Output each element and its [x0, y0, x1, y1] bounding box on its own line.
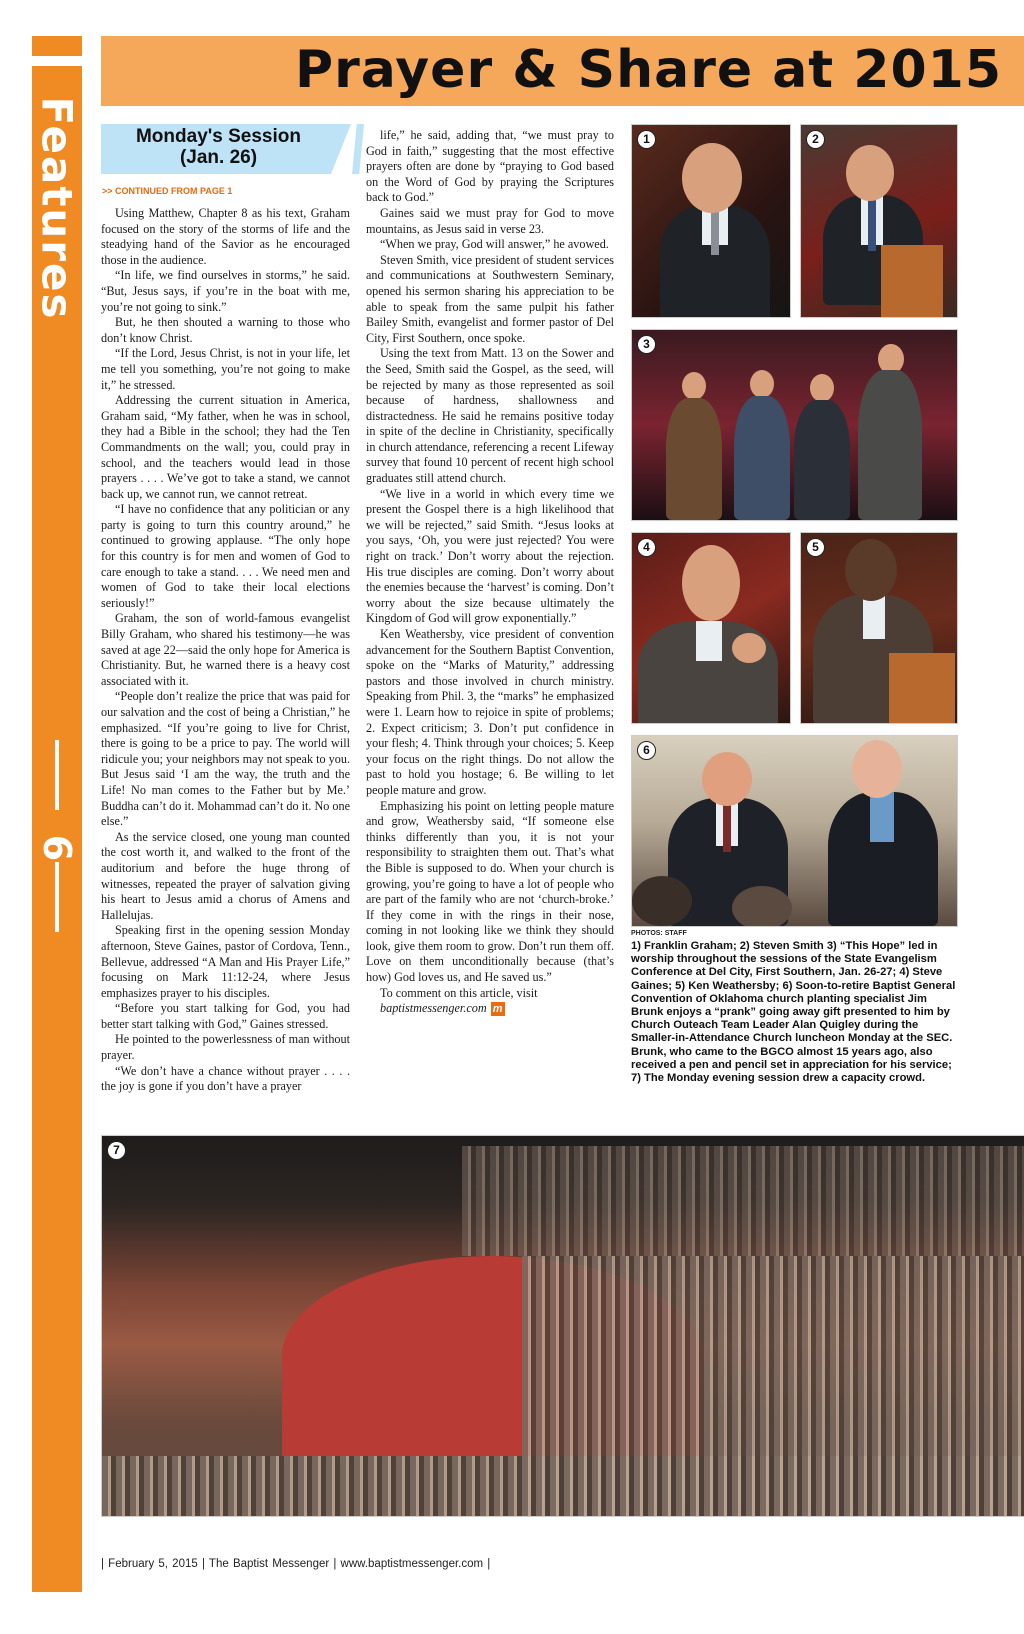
article-paragraph: Graham, the son of world-famous evangelist Billy Graham, who shared his testimony—he was saved at age 22—said the only hope for America is Christianity. But, he warned there is a heavy cost associated with it.	[101, 611, 350, 688]
session-title-line2: (Jan. 26)	[179, 147, 258, 168]
article-paragraph: Emphasizing his point on letting people mature and grow, Weathersby said, “If someone else thinks differently than you, it is not your responsibility to straighten them out. That’s what the Bible is supposed to do. When your church is growing, you’re going to have a lot of people who are part of the family who are not ‘church-broke.’ If they come in with the rings in their nose, coming in not looking like we think they should look, give them room to grow. Don’t run them off. Love on them unconditionally because (that’s how) God loves us, and He saved us.”	[366, 798, 614, 985]
sidebar-rule-top	[55, 740, 59, 810]
section-label-text: Features	[32, 96, 82, 321]
article-paragraph: “People don’t realize the price that was paid for our salvation and the cost of being a Christian,” he emphasized. “If you’re going to live for Christ, there is going to be a price to pay. The world will ridicule you; your neighbors may not speak to you. But Jesus said ‘I am the way, the truth and the Life! No man comes to the Father but by Me.’ Buddha can’t do it. Mohammad can’t do it. No one else.”	[101, 689, 351, 829]
session-title	[101, 126, 336, 168]
article-paragraph: “In life, we find ourselves in storms,” he said. “But, Jesus says, if you’re in the boat with me, you’re not going to sink.”	[101, 268, 350, 314]
article-paragraph: But, he then shouted a warning to those who don’t know Christ.	[101, 315, 350, 345]
article-paragraph: He pointed to the powerlessness of man without prayer.	[101, 1032, 350, 1063]
photo-number-5: 5	[806, 538, 825, 557]
photo-ken-weathersby	[800, 532, 958, 724]
article-paragraph: Ken Weathersby, vice president of convention advancement for the Southern Baptist Convention, spoke on the “Marks of Maturity,” addressing pastors and those involved in church ministry. Speaking from Phil. 3, the “marks” he emphasized were 1. Learn how to rejoice in spite of problems; 2. Expect criticism; 3. Don’t put confidence in your flesh; 4. Think through your choices; 5. Keep your focus on the right things. Do not allow the past to hold you hostage; 6. Be willing to let people mature and grow.	[366, 627, 614, 797]
photo-jim-brunk	[631, 735, 958, 927]
photo-this-hope	[631, 329, 958, 521]
photo-steve-gaines	[631, 532, 791, 724]
article-paragraph: Gaines said we must pray for God to move mountains, as Jesus said in verse 23.	[366, 205, 614, 236]
photo-steven-smith	[800, 124, 958, 318]
session-header-stripe	[352, 124, 364, 174]
photo-number-6: 6	[637, 741, 656, 760]
title-banner	[101, 36, 1024, 106]
article-paragraph: “When we pray, God will answer,” he avowed.	[380, 237, 609, 252]
photo-number-7: 7	[107, 1141, 126, 1160]
article-paragraph: “We live in a world in which every time we present the Gospel there is a high likelihood that we will be rejected,” said Smith. “Jesus looks at you says, ‘Oh, you were just rejected? You were right on track.’ Don’t worry about the rejection. His true disciples are coming. Don’t worry about the enemies because the ‘harvest’ is coming. Don’t worry about the size because ultimately the Kingdom of God will grow exponentially.”	[366, 486, 614, 626]
comment-url-link[interactable]: baptistmessenger.com	[380, 1001, 487, 1016]
comment-prompt: To comment on this article, visit	[380, 985, 538, 1000]
article-column-1	[101, 206, 350, 1095]
continued-label: >> CONTINUED FROM PAGE 1	[102, 186, 233, 196]
photo-number-4: 4	[637, 538, 656, 557]
photo-auditorium-crowd	[101, 1135, 1024, 1517]
article-paragraph: Using the text from Matt. 13 on the Sower and the Seed, Smith said the Gospel, as the seed, will be rejected by many as those represented as soil because of hardness, shallowness and distractedness. He said he remains positive today in spite of the decline in Christianity, specifically in church attendance, referencing a recent Lifeway survey that found 10 percent of recent high school graduates still attend church.	[366, 346, 614, 486]
sidebar-rule-bottom	[55, 862, 59, 932]
sidebar-gap	[32, 56, 82, 66]
article-paragraph: Steven Smith, vice president of student services and communications at Southwestern Seminary, opened his sermon sharing his appreciation to be able to speak from the same pulpit his father Bailey Smith, evangelist and former pastor of Del City, First Southern, once spoke.	[366, 252, 614, 345]
photo-franklin-graham	[631, 124, 791, 318]
article-paragraph: “We don’t have a chance without prayer . . . . the joy is gone if you don’t have a prayer	[101, 1063, 350, 1094]
article-paragraph: “I have no confidence that any politician or any party is going to turn this country around,” he continued to growing applause. “The only hope for this country is for men and women of God to care enough to take a stand. . . . We need men and women of God to take their local elections seriously!”	[101, 502, 350, 610]
page-title: Prayer & Share at 2015	[295, 40, 1002, 100]
photo-caption: 1) Franklin Graham; 2) Steven Smith 3) “This Hope” led in worship throughout the sessions of the State Evangelism Conference at Del City, First Southern, Jan. 26-27; 4) Steve Gaines; 5) Ken Weathersby; 6) Soon-to-retire Baptist General Convention of Oklahoma church planting specialist Jim Brunk enjoys a “prank” going away gift presented to him by Church Outeach Team Leader Alan Quigley during the Smaller-in-Attendance Church luncheon Monday at the SEC. Brunk, who came to the BGCO almost 15 years ago, also received a pen and pencil set in appreciation for his service; 7) The Monday evening session drew a capacity crowd.	[631, 940, 956, 1085]
session-title-line1: Monday's Session	[135, 126, 301, 147]
article-paragraph: Speaking first in the opening session Monday afternoon, Steve Gaines, pastor of Cordova, Tenn., Bellevue, addressed “A Man and His Prayer Life,” focusing on Mark 11:12-24, where Jesus emphasizes prayer to his disciples.	[101, 923, 350, 1000]
photo-number-2: 2	[806, 130, 825, 149]
photo-credit: PHOTOS: STAFF	[631, 930, 687, 937]
article-paragraph: As the service closed, one young man counted the cost worth it, and walked to the front of the auditorium and before the huge throng of witnesses, repeated the prayer of salvation giving his heart to Jesus amid a chorus of Amens and Hallelujas.	[101, 829, 350, 922]
sidebar-footer-block	[32, 1575, 82, 1592]
comment-url-line	[366, 1001, 614, 1017]
article-paragraph: “Before you start talking for God, you had better start talking with God,” Gaines stressed.	[101, 1001, 350, 1031]
page-number: 6	[35, 834, 79, 862]
messenger-logo-icon: m	[491, 1002, 505, 1016]
photo-number-1: 1	[637, 130, 656, 149]
article-paragraph: “If the Lord, Jesus Christ, is not in your life, let me tell you something, you’re not going to make it,” he stressed.	[101, 346, 350, 392]
article-column-2	[366, 128, 614, 1017]
article-paragraph: Addressing the current situation in America, Graham said, “My father, when he was in school, they had a Bible in the school; they had the Ten Commandments on the wall; you, could pray in school, and the teachers would lead in those prayers . . . . We’ve got to take a stand, we cannot back up, we cannot run, we cannot retreat.	[101, 393, 350, 501]
photo-number-3: 3	[637, 335, 656, 354]
article-paragraph: Using Matthew, Chapter 8 as his text, Graham focused on the story of the storms of life and the steadying hand of the Savior as he encouraged those in the audience.	[101, 206, 350, 267]
article-paragraph: life,” he said, adding that, “we must pray to God in faith,” suggesting that the most effective prayers often are done by “praying to God based on the Word of God by praying the Scriptures back to God.”	[366, 128, 614, 205]
page-footer: | February 5, 2015 | The Baptist Messenger | www.baptistmessenger.com |	[101, 1558, 491, 1570]
